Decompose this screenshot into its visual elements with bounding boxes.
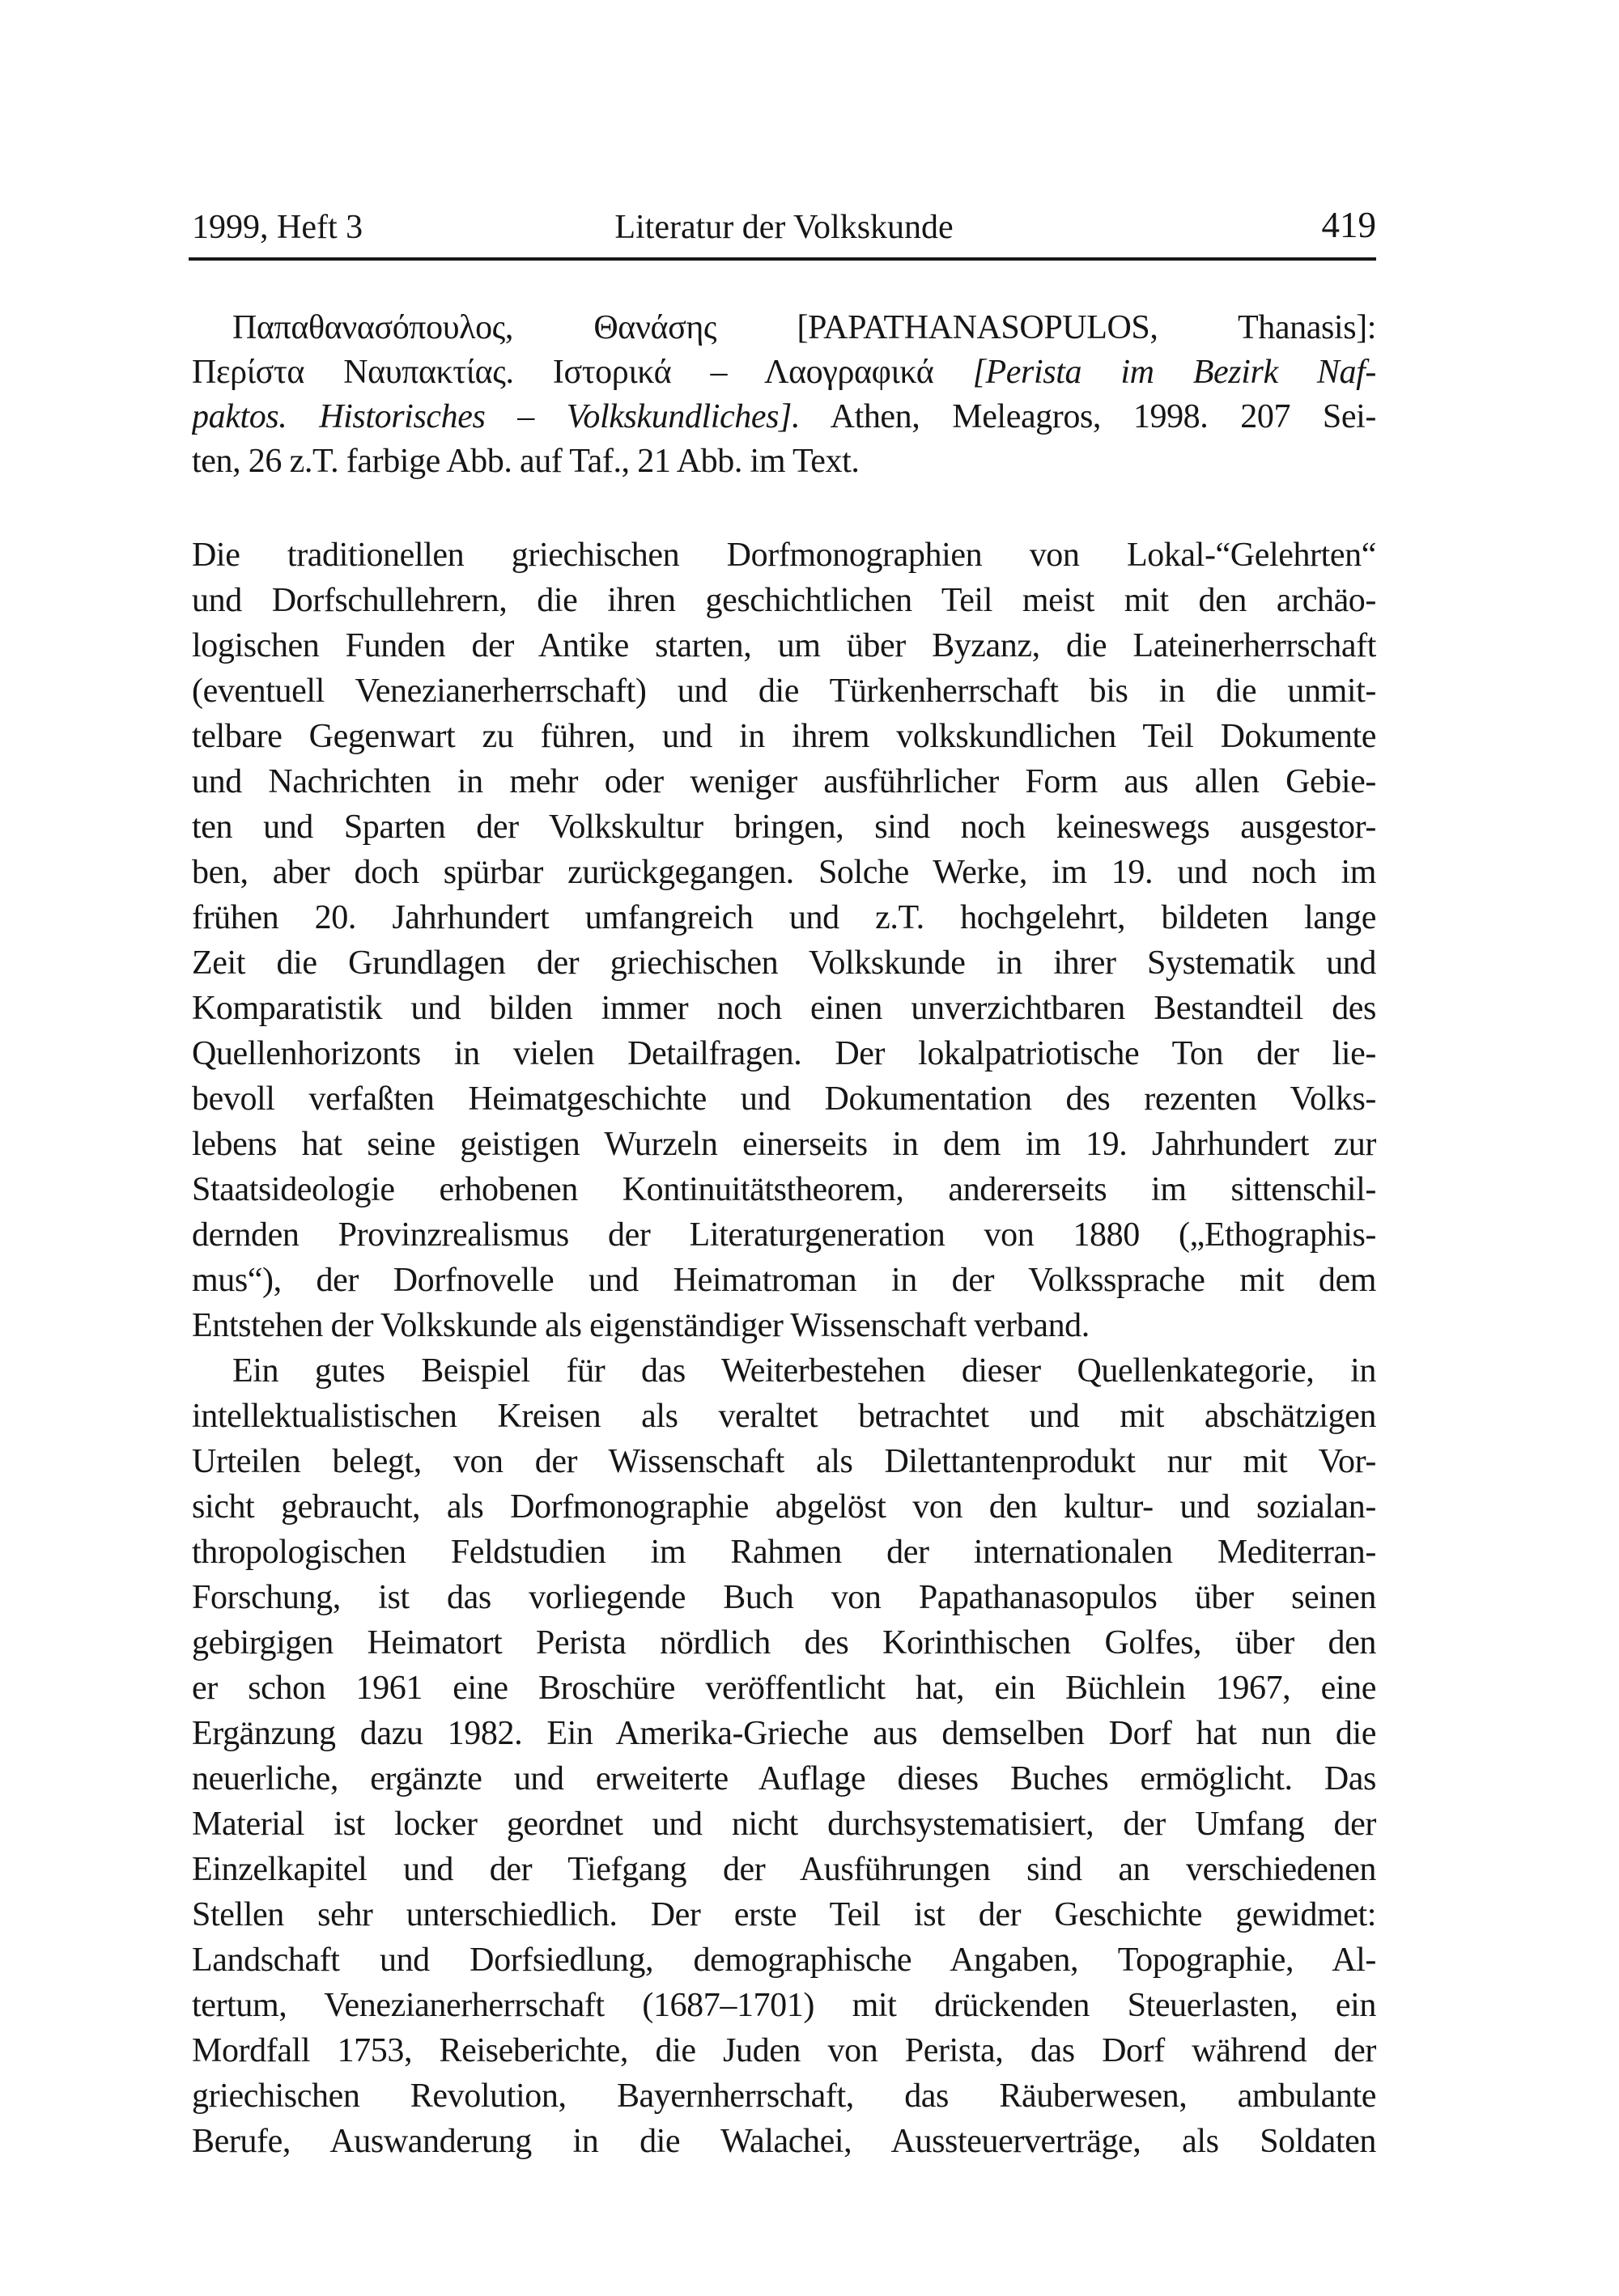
text-line (192, 1847, 1376, 1892)
text-segment: Staatsideologie erhobenen Kontinuitätstheorem, andererseits im sittenschil- (192, 1171, 1376, 1208)
text-line (192, 1394, 1376, 1439)
text-line (192, 350, 1376, 395)
text-line (192, 1484, 1376, 1530)
text-line (192, 1031, 1376, 1076)
text-segment: Quellenhorizonts in vielen Detailfragen. Der lokalpatriotische Ton der lie- (192, 1035, 1376, 1072)
text-block (192, 0, 1376, 2296)
header-journal-section: Literatur der Volkskunde (614, 209, 954, 246)
text-line (192, 533, 1376, 578)
header-rule (189, 257, 1376, 261)
text-segment: tertum, Venezianerherrschaft (1687–1701) mit drückenden Steuerlasten, ein (192, 1987, 1376, 2024)
text-segment: Urteilen belegt, von der Wissenschaft als Dilettantenprodukt nur mit Vor- (192, 1443, 1376, 1480)
text-line (192, 2119, 1376, 2164)
text-segment: bevoll verfaßten Heimatgeschichte und Dokumentation des rezenten Volks- (192, 1080, 1376, 1118)
text-segment: Ein gutes Beispiel für das Weiterbestehen dieser Quellenkategorie, in (232, 1352, 1376, 1390)
text-line (192, 1439, 1376, 1484)
header-issue: 1999, Heft 3 (192, 209, 363, 246)
text-segment: Zeit die Grundlagen der griechischen Volkskunde in ihrer Systematik und (192, 944, 1376, 982)
text-segment: Forschung, ist das vorliegende Buch von Papathanasopulos über seinen (192, 1579, 1376, 1616)
text-segment: Entstehen der Volkskunde als eigenständiger Wissenschaft verband. (192, 1307, 1090, 1344)
text-segment: thropologischen Feldstudien im Rahmen der internationalen Mediterran- (192, 1534, 1376, 1571)
text-segment: Landschaft und Dorfsiedlung, demographische Angaben, Topographie, Al- (192, 1942, 1376, 1979)
text-segment: Mordfall 1753, Reiseberichte, die Juden von Perista, das Dorf während der (192, 2032, 1376, 2069)
text-line (192, 2073, 1376, 2119)
text-line (192, 1711, 1376, 1756)
text-segment: Die traditionellen griechischen Dorfmonographien von Lokal-“Gelehrten“ (192, 537, 1376, 574)
text-segment: neuerliche, ergänzte und erweiterte Auflage dieses Buches ermöglicht. Das (192, 1760, 1376, 1797)
text-line (192, 306, 1376, 350)
text-line (192, 759, 1376, 804)
text-line (192, 1076, 1376, 1122)
paragraph-1 (192, 533, 1376, 1348)
paragraph-2 (192, 1348, 1376, 2164)
text-segment: Material ist locker geordnet und nicht durchsystematisiert, der Umfang der (192, 1806, 1376, 1843)
text-line (192, 940, 1376, 986)
text-line (192, 986, 1376, 1031)
text-line (192, 1303, 1376, 1348)
text-line (192, 1212, 1376, 1258)
text-segment: ben, aber doch spürbar zurückgegangen. Solche Werke, im 19. und noch im (192, 854, 1376, 891)
text-line (192, 1620, 1376, 1666)
italic-segment: paktos. Historisches – Volkskundliches]. (192, 398, 801, 435)
text-segment: ten und Sparten der Volkskultur bringen, sind noch keineswegs ausgestor- (192, 808, 1376, 846)
text-segment: intellektualistischen Kreisen als veraltet betrachtet und mit abschätzigen (192, 1398, 1376, 1435)
text-segment: griechischen Revolution, Bayernherrschaft, das Räuberwesen, ambulante (192, 2077, 1376, 2115)
text-segment: Stellen sehr unterschiedlich. Der erste Teil ist der Geschichte gewidmet: (192, 1896, 1376, 1933)
text-line (192, 714, 1376, 759)
text-segment: er schon 1961 eine Broschüre veröffentlicht hat, ein Büchlein 1967, eine (192, 1670, 1376, 1707)
text-segment: Komparatistik und bilden immer noch einen unverzichtbaren Bestandteil des (192, 990, 1376, 1027)
page-header (192, 205, 1376, 251)
text-line (192, 1575, 1376, 1620)
text-segment: telbare Gegenwart zu führen, und in ihrem volkskundlichen Teil Dokumente (192, 718, 1376, 755)
text-segment: (eventuell Venezianerherrschaft) und die Türkenherrschaft bis in die unmit- (192, 673, 1376, 710)
text-line (192, 623, 1376, 668)
text-segment: ten, 26 z.T. farbige Abb. auf Taf., 21 Abb. im Text. (192, 443, 860, 480)
text-line (192, 1530, 1376, 1575)
text-line (192, 2028, 1376, 2073)
review-text (192, 533, 1376, 2164)
bibliographic-citation (192, 306, 1376, 484)
text-line (192, 850, 1376, 895)
text-segment: Athen, Meleagros, 1998. 207 Sei- (800, 398, 1376, 435)
header-page-number: 419 (1321, 205, 1376, 245)
italic-segment: [Perista im Bezirk Naf- (972, 354, 1376, 391)
text-line (192, 1258, 1376, 1303)
text-segment: logischen Funden der Antike starten, um über Byzanz, die Lateinerherrschaft (192, 627, 1376, 664)
text-segment: gebirgigen Heimatort Perista nördlich des Korinthischen Golfes, über den (192, 1624, 1376, 1662)
text-line (192, 1802, 1376, 1847)
text-segment: Περίστα Ναυπακτίας. Ιστορικά – Λαογραφικά (192, 354, 973, 391)
text-line (192, 895, 1376, 940)
text-line (192, 804, 1376, 850)
text-line (192, 1892, 1376, 1937)
text-line (192, 578, 1376, 623)
text-line (192, 1348, 1376, 1394)
text-line (192, 668, 1376, 714)
text-segment: Einzelkapitel und der Tiefgang der Ausführungen sind an verschiedenen (192, 1851, 1376, 1888)
text-segment: sicht gebraucht, als Dorfmonographie abgelöst von den kultur- und sozialan- (192, 1488, 1376, 1526)
text-line (192, 1937, 1376, 1983)
text-segment: und Nachrichten in mehr oder weniger ausführlicher Form aus allen Gebie- (192, 763, 1376, 800)
text-segment: und Dorfschullehrern, die ihren geschichtlichen Teil meist mit den archäo- (192, 582, 1376, 619)
text-segment: Ergänzung dazu 1982. Ein Amerika-Grieche aus demselben Dorf hat nun die (192, 1715, 1376, 1752)
text-line (192, 1122, 1376, 1167)
text-segment: dernden Provinzrealismus der Literaturgeneration von 1880 („Ethographis- (192, 1216, 1376, 1254)
text-segment: Παπαθανασόπουλος, Θανάσης [PAPATHANASOPULOS, Thanasis]: (232, 309, 1376, 346)
text-line (192, 1167, 1376, 1212)
text-line (192, 1983, 1376, 2028)
text-line (192, 1666, 1376, 1711)
text-segment: Berufe, Auswanderung in die Walachei, Aussteuerverträge, als Soldaten (192, 2123, 1376, 2160)
text-segment: frühen 20. Jahrhundert umfangreich und z.T. hochgelehrt, bildeten lange (192, 899, 1376, 936)
text-segment: mus“), der Dorfnovelle und Heimatroman in der Volkssprache mit dem (192, 1262, 1376, 1299)
text-line (192, 1756, 1376, 1802)
text-line (192, 439, 1376, 484)
text-segment: lebens hat seine geistigen Wurzeln einerseits in dem im 19. Jahrhundert zur (192, 1126, 1376, 1163)
text-line (192, 395, 1376, 439)
